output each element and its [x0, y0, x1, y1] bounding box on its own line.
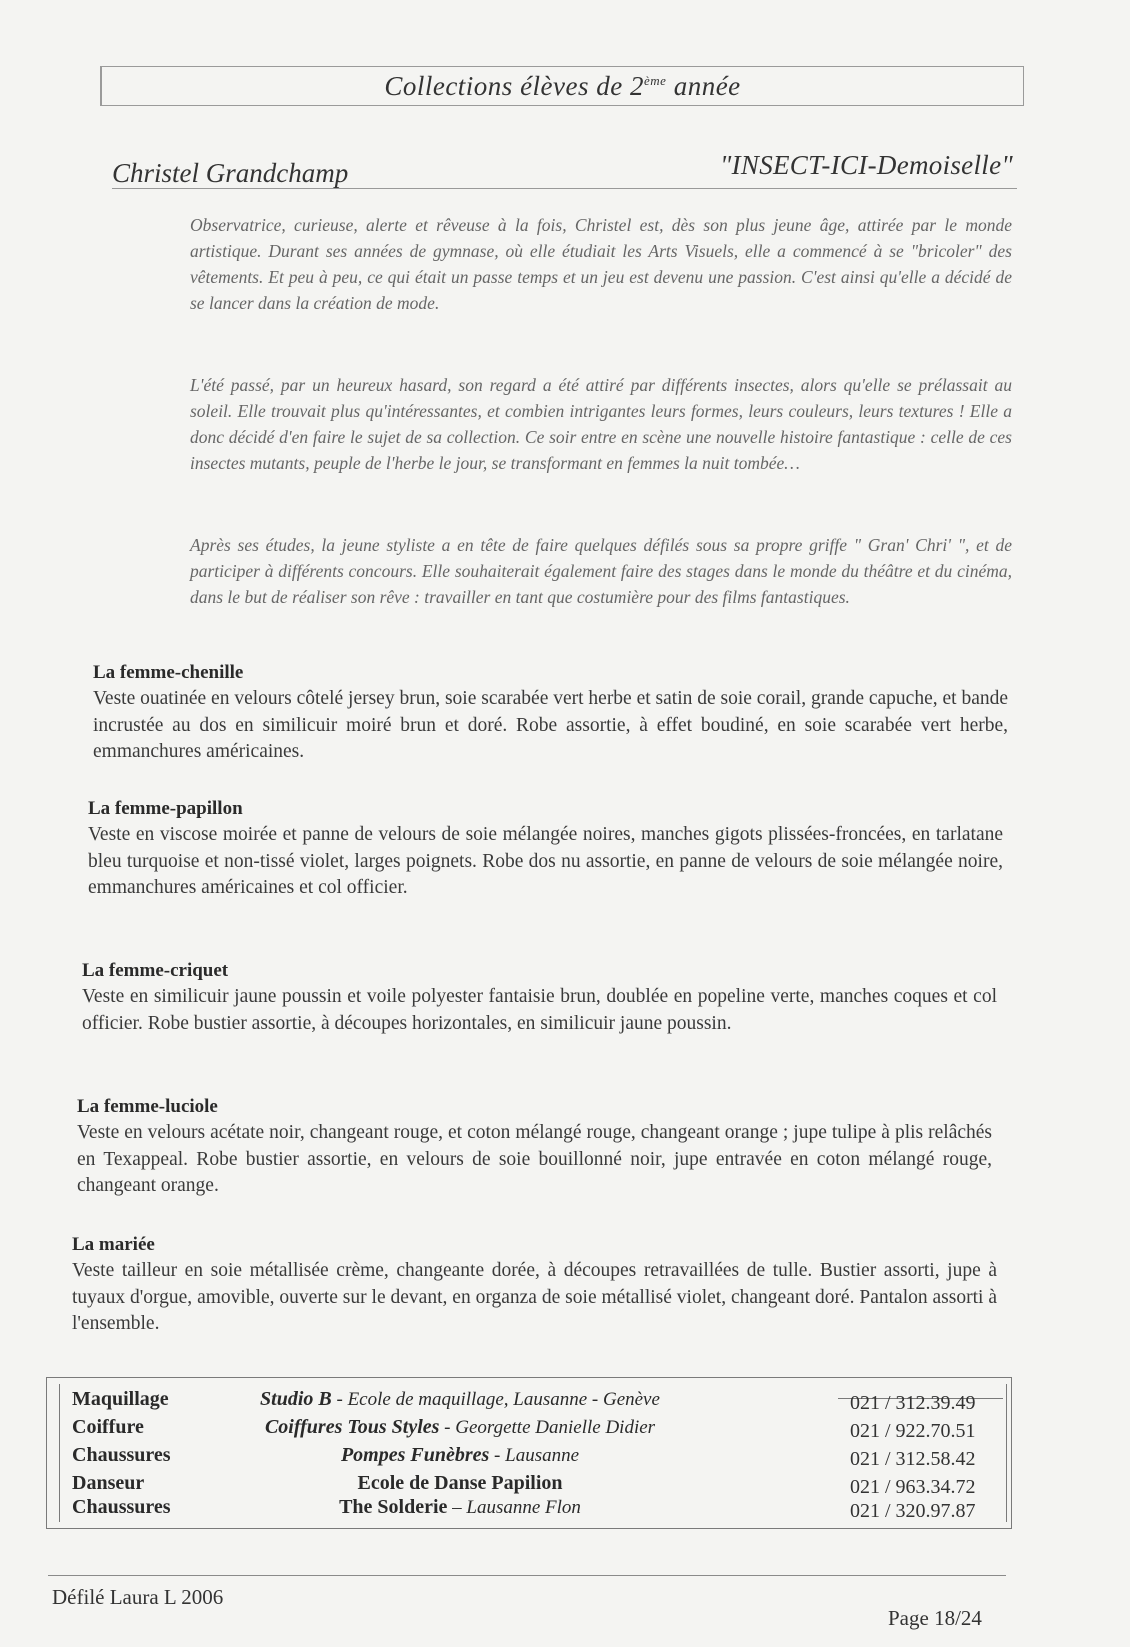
credit-role: Coiffure [72, 1416, 144, 1438]
credit-phone: 021 / 312.39.49 [850, 1392, 976, 1414]
credit-role: Chaussures [72, 1496, 171, 1518]
vendor-name: Studio B [260, 1388, 332, 1410]
vendor-name: Ecole de Danse Papilion [357, 1472, 563, 1494]
credit-row [60, 1388, 1006, 1416]
piece-title: La mariée [72, 1234, 155, 1255]
credit-vendor [260, 1472, 660, 1495]
credit-vendor [260, 1388, 660, 1411]
credit-role: Danseur [72, 1472, 145, 1494]
title-superscript: ème [644, 72, 667, 88]
vendor-detail: - Lausanne [489, 1445, 580, 1466]
vendor-name: The Solderie [339, 1496, 448, 1518]
credit-phone: 021 / 963.34.72 [850, 1476, 976, 1498]
piece-description: Veste ouatinée en velours côtelé jersey brun, soie scarabée vert herbe et satin de soie corail, grande capuche, et bande incrustée au dos en similicuir moiré brun et doré. Robe assortie, à effet boudiné, en soie scarabée vert herbe, emmanchures américaines. [93, 688, 1009, 762]
page-number: Page 18/24 [888, 1606, 982, 1630]
designer-row [112, 150, 1017, 189]
piece-section [88, 796, 1003, 902]
piece-title: La femme-criquet [82, 960, 229, 981]
credit-row [60, 1444, 1006, 1472]
page-title: Collections élèves de 2ème année [384, 70, 741, 101]
vendor-detail: - Georgette Danielle Didier [439, 1417, 656, 1438]
piece-section [72, 1232, 997, 1338]
credits-inner-frame [59, 1384, 1007, 1522]
credit-vendor [260, 1416, 660, 1439]
piece-section [82, 958, 997, 1037]
credit-row [60, 1496, 1006, 1524]
bio-paragraph: Après ses études, la jeune styliste a en tête de faire quelques défilés sous sa propre griffe " Gran' Chri' ", et de participer à différents concours. Elle souhaiterait également faire des stages dans le monde du théâtre et du cinéma, dans le but de réaliser son rêve : travailler en tant que costumière pour des films fantastiques. [190, 535, 1012, 607]
collection-name: "INSECT-ICI-Demoiselle" [719, 150, 1013, 180]
credit-vendor [260, 1496, 660, 1519]
credit-phone: 021 / 320.97.87 [850, 1500, 976, 1522]
vendor-name: Coiffures Tous Styles [264, 1416, 440, 1438]
bio-paragraph: L'été passé, par un heureux hasard, son regard a été attiré par différents insectes, alors qu'elle se prélassait au soleil. Elle trouvait plus qu'intéressantes, et combien intrigantes leurs formes, leurs couleurs, leurs textures ! Elle a donc décidé d'en faire le sujet de sa collection. Ce soir entre en scène une nouvelle histoire fantastique : celle de ces insectes mutants, peuple de l'herbe le jour, se transformant en femmes la nuit tombée… [190, 375, 1012, 473]
header-box [100, 66, 1024, 106]
vendor-name: Pompes Funèbres [340, 1444, 490, 1466]
credit-role: Maquillage [72, 1388, 169, 1410]
piece-section [77, 1094, 992, 1200]
piece-description: Veste en viscose moirée et panne de velours de soie mélangée noires, manches gigots plissées-froncées, en tarlatane bleu turquoise et non-tissé violet, larges poignets. Robe dos nu assortie, en panne de velours de soie mélangée noire, emmanchures américaines et col officier. [88, 824, 1003, 898]
piece-title: La femme-luciole [77, 1096, 218, 1117]
designer-name: Christel Grandchamp [112, 158, 349, 188]
piece-description: Veste en velours acétate noir, changeant rouge, et coton mélangé rouge, changeant orange ; jupe tulipe à plis relâchés en Texappeal. Robe bustier assortie, en velours de soie bouillonné noir, jupe entravée en coton mélangé rouge, changeant orange. [77, 1122, 992, 1196]
credit-row [60, 1416, 1006, 1444]
footer-rule [48, 1575, 1006, 1576]
credit-phone: 021 / 312.58.42 [850, 1448, 976, 1470]
piece-section [93, 660, 1008, 766]
piece-description: Veste tailleur en soie métallisée crème, changeante dorée, à découpes retravaillées de tulle. Bustier assorti, jupe à tuyaux d'orgue, amovible, ouverte sur le devant, en organza de soie métallisé violet, changeant doré. Pantalon assorti à l'ensemble. [72, 1260, 997, 1334]
vendor-detail: – Lausanne Flon [447, 1497, 581, 1518]
credit-phone: 021 / 922.70.51 [850, 1420, 976, 1442]
piece-description: Veste en similicuir jaune poussin et voile polyester fantaisie brun, doublée en popeline verte, manches coques et col officier. Robe bustier assortie, à découpes horizontales, en similicuir jaune poussin. [82, 986, 997, 1034]
piece-title: La femme-papillon [88, 798, 243, 819]
bio-paragraph: Observatrice, curieuse, alerte et rêveuse à la fois, Christel est, dès son plus jeune âge, attirée par le monde artistique. Durant ses années de gymnase, où elle étudiait les Arts Visuels, elle a commencé à se "bricoler" des vêtements. Et peu à peu, ce qui était un passe temps et un jeu est devenu une passion. C'est ainsi qu'elle a décidé de se lancer dans la création de mode. [190, 215, 1012, 313]
credits-box [46, 1377, 1012, 1529]
footer-event-label: Défilé Laura L 2006 [52, 1585, 224, 1609]
credit-vendor [260, 1444, 660, 1467]
credit-role: Chaussures [72, 1444, 171, 1466]
vendor-detail: - Ecole de maquillage, Lausanne - Genève [331, 1389, 660, 1410]
piece-title: La femme-chenille [93, 662, 244, 683]
